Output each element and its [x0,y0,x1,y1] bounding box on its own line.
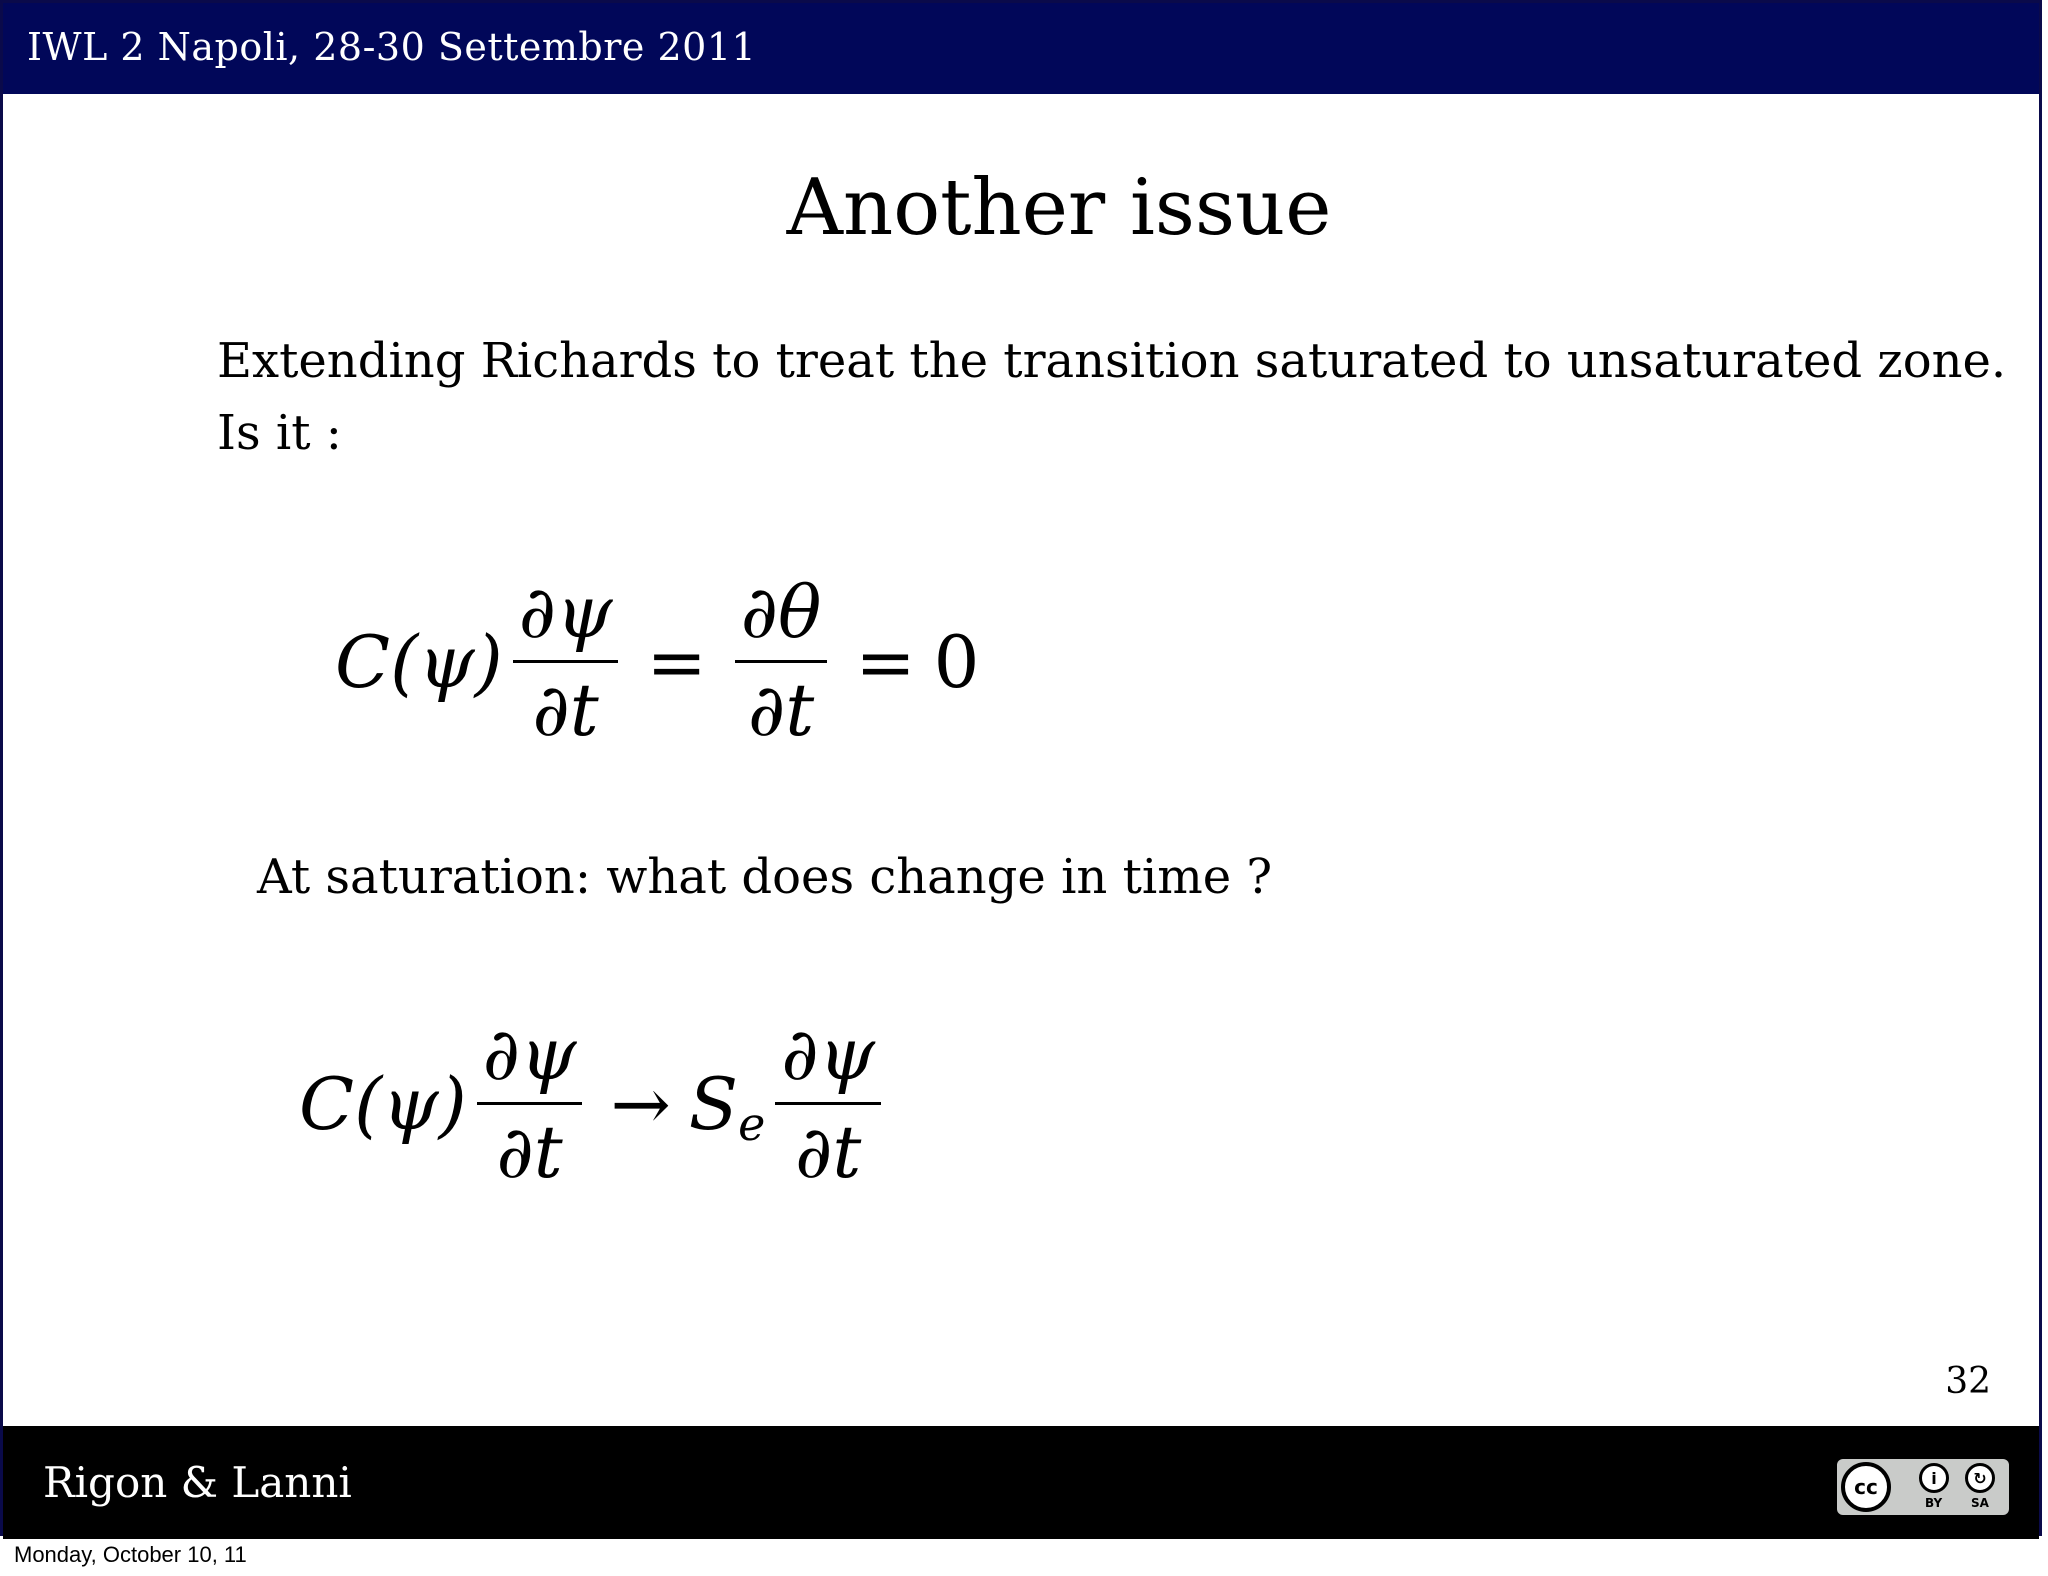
conference-title: IWL 2 Napoli, 28-30 Settembre 2011 [27,25,757,69]
by-label: BY [1925,1496,1943,1510]
fraction-bar [513,660,619,663]
eq2-arrow: → [610,1061,671,1146]
eq1-frac2-denominator: ∂t [747,668,815,753]
eq1-frac2-numerator: ∂θ [740,570,822,654]
fraction-bar [477,1102,583,1105]
slide-header [3,3,2039,94]
equation-1 [335,570,980,753]
eq2-s: S [688,1061,739,1146]
slide-footer [3,1426,2039,1539]
eq1-rhs: 0 [933,619,980,704]
slide-title: Another issue [786,163,1332,253]
equation-2 [299,1012,891,1195]
eq1-frac1-denominator: ∂t [532,668,599,753]
eq1-lhs: C(ψ) [335,619,503,704]
eq2-frac1-denominator: ∂t [496,1110,563,1195]
eq1-fraction-1 [513,570,619,753]
fraction-bar [735,660,828,663]
eq1-fraction-2 [735,570,828,753]
authors: Rigon & Lanni [43,1458,352,1507]
fraction-bar [775,1102,881,1105]
date-caption: Monday, October 10, 11 [14,1542,247,1567]
intro-line-1: Extending Richards to treat the transition saturated to unsaturated zone. [217,333,2007,389]
eq2-frac2-numerator: ∂ψ [781,1012,876,1096]
question-text: At saturation: what does change in time ? [257,849,1273,905]
eq2-fraction-2 [775,1012,881,1195]
eq1-equals-2: = [855,619,916,704]
intro-line-2: Is it : [217,405,342,461]
page-number: 32 [1945,1361,1991,1402]
cc-by-sa-license-icon [1837,1459,2009,1515]
by-attribution-icon: i [1919,1463,1949,1493]
sa-label: SA [1971,1496,1989,1510]
eq1-equals-1: = [646,619,707,704]
eq2-subscript: e [738,1096,766,1151]
eq2-frac2-denominator: ∂t [795,1110,862,1195]
eq2-fraction-1 [477,1012,583,1195]
cc-icon: cc [1841,1462,1891,1512]
eq1-frac1-numerator: ∂ψ [518,570,613,654]
eq2-frac1-numerator: ∂ψ [482,1012,577,1096]
sa-share-alike-icon: ↻ [1965,1463,1995,1493]
eq2-lhs: C(ψ) [299,1061,467,1146]
